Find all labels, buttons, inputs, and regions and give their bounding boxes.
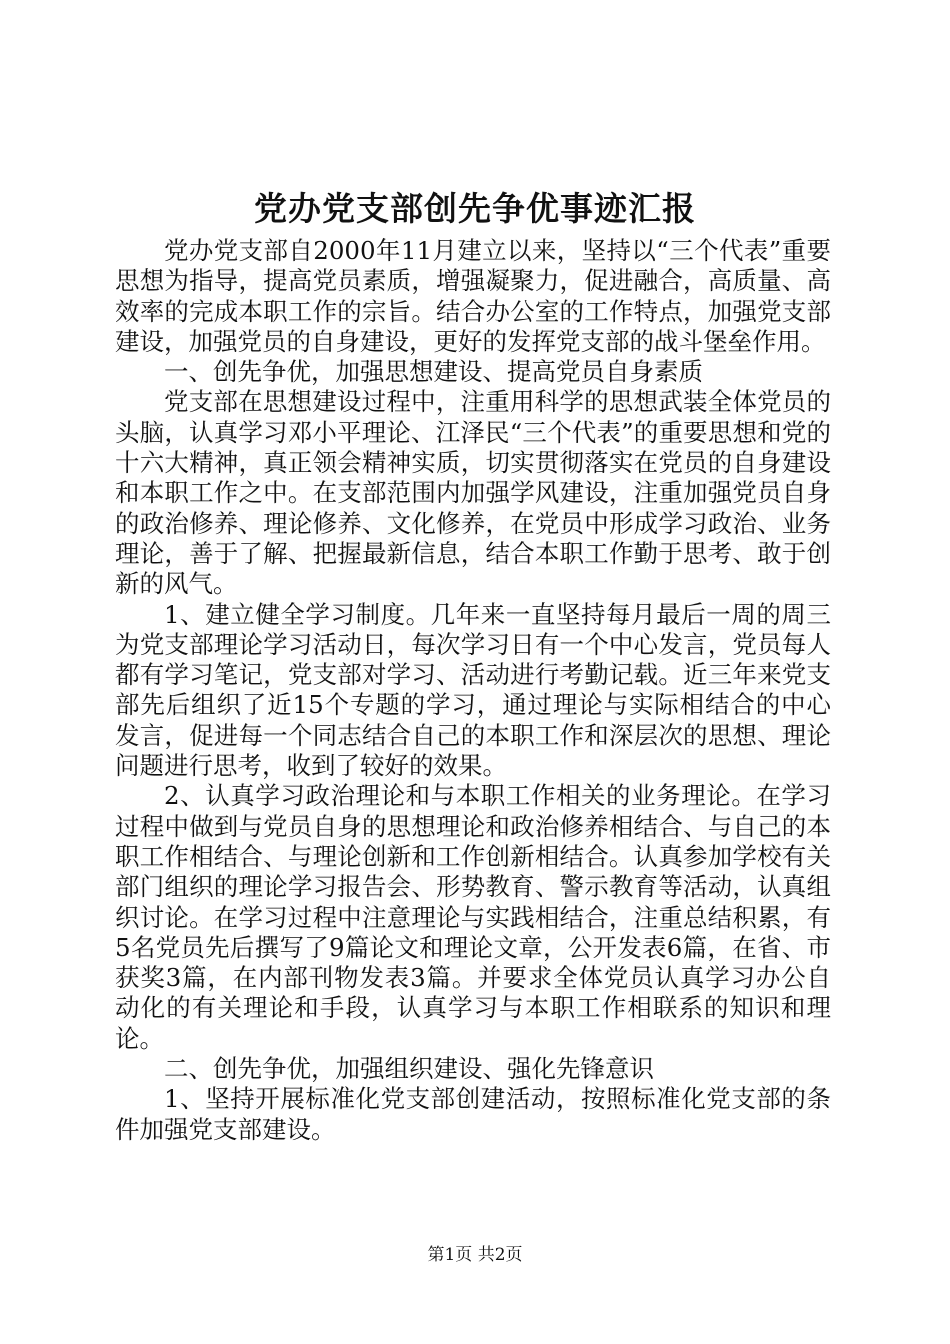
- section-1-paragraph: 党支部在思想建设过程中，注重用科学的思想武装全体党员的头脑，认真学习邓小平理论、江泽民“三个代表”的重要思想和党的十六大精神，真正领会精神实质，切实贯彻落实在党员的自身建设和本职工作之中。在支部范围内加强学风建设，注重加强党员自身的政治修养、理论修养、文化修养，在党员中形成学习政治、业务理论，善于了解、把握最新信息，结合本职工作勤于思考、敢于创新的风气。: [115, 387, 831, 599]
- item-1-2-paragraph: 2、认真学习政治理论和与本职工作相关的业务理论。在学习过程中做到与党员自身的思想理论和政治修养相结合、与自己的本职工作相结合、与理论创新和工作创新相结合。认真参加学校有关部门组织的理论学习报告会、形势教育、警示教育等活动，认真组织讨论。在学习过程中注意理论与实践相结合，注重总结积累，有5名党员先后撰写了9篇论文和理论文章，公开发表6篇，在省、市获奖3篇，在内部刊物发表3篇。并要求全体党员认真学习办公自动化的有关理论和手段，认真学习与本职工作相联系的知识和理论。: [115, 781, 831, 1053]
- intro-paragraph: 党办党支部自2000年11月建立以来，坚持以“三个代表”重要思想为指导，提高党员素质，增强凝聚力，促进融合，高质量、高效率的完成本职工作的宗旨。结合办公室的工作特点，加强党支部建设，加强党员的自身建设，更好的发挥党支部的战斗堡垒作用。: [115, 236, 831, 356]
- page-number-footer: 第1页 共2页: [427, 1245, 523, 1265]
- item-2-1-paragraph: 1、坚持开展标准化党支部创建活动，按照标准化党支部的条件加强党支部建设。: [115, 1084, 831, 1144]
- section-heading-1: 一、创先争优，加强思想建设、提高党员自身素质: [164, 357, 703, 387]
- document-body: [115, 236, 831, 1145]
- section-heading-2: 二、创先争优，加强组织建设、强化先锋意识: [164, 1054, 654, 1084]
- document-title: 党办党支部创先争优事迹汇报: [254, 189, 696, 228]
- item-1-1-paragraph: 1、建立健全学习制度。几年来一直坚持每月最后一周的周三为党支部理论学习活动日，每次学习日有一个中心发言，党员每人都有学习笔记，党支部对学习、活动进行考勤记载。近三年来党支部先后组织了近15个专题的学习，通过理论与实际相结合的中心发言，促进每一个同志结合自己的本职工作和深层次的思想、理论问题进行思考，收到了较好的效果。: [115, 599, 831, 781]
